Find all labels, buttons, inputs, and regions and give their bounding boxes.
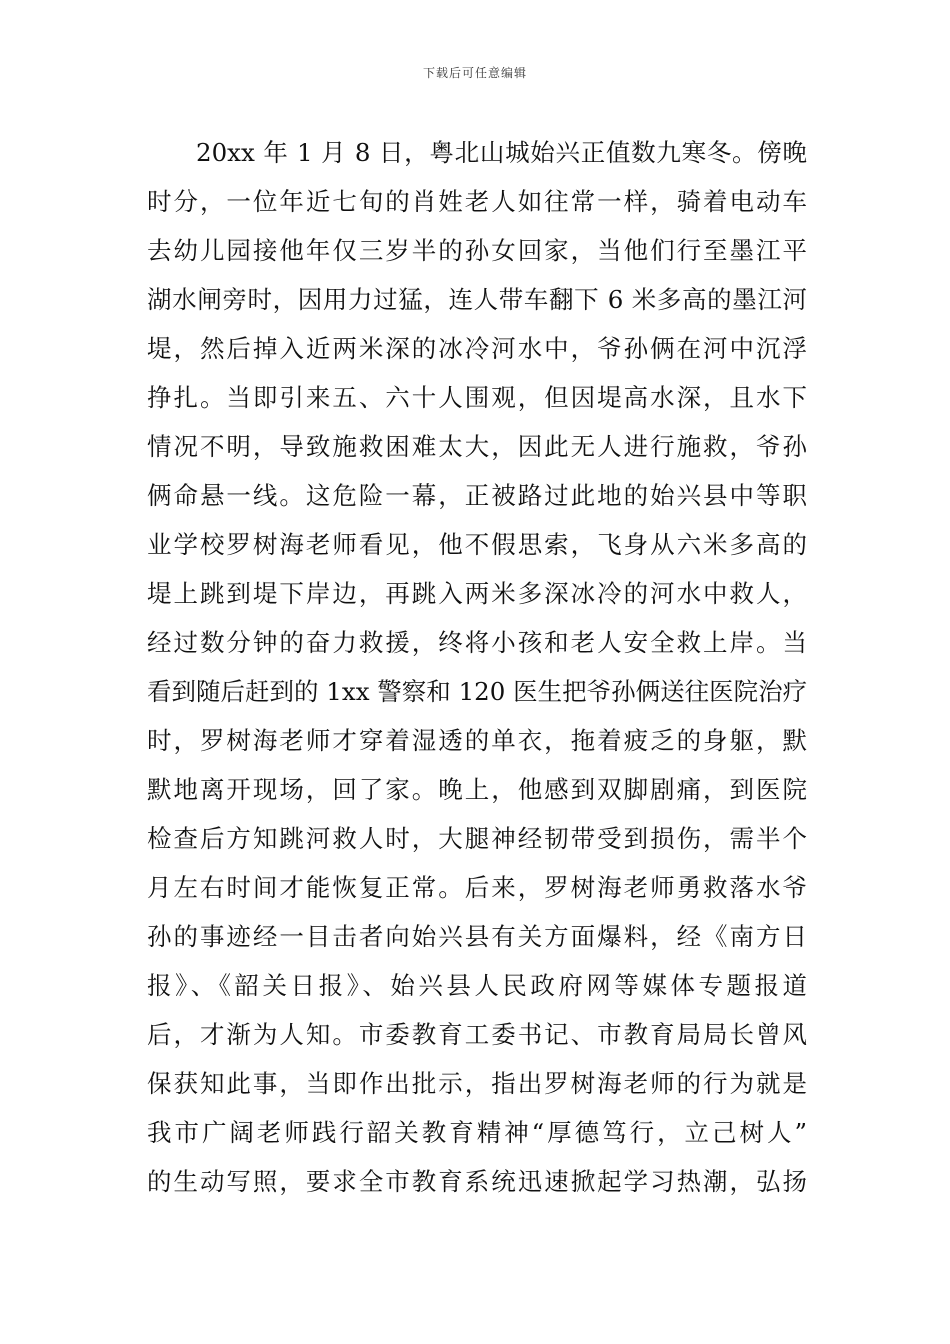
paragraph-line: 报》、《韶关日报》、始兴县人民政府网等媒体专题报道: [147, 971, 807, 1000]
paragraph-line: 堤，然后掉入近两米深的冰冷河水中，爷孙俩在河中沉浮: [147, 334, 807, 363]
paragraph-line: 我市广阔老师践行韶关教育精神“厚德笃行，立己树人”: [147, 1118, 807, 1147]
page-header: 下载后可任意编辑: [422, 66, 527, 80]
paragraph-line: 堤上跳到堤下岸边，再跳入两米多深冰冷的河水中救人，: [147, 579, 807, 608]
paragraph-line: 20xx 年 1 月 8 日，粤北山城始兴正值数九寒冬。傍晚: [196, 138, 807, 167]
paragraph-line: 时，罗树海老师才穿着湿透的单衣，拖着疲乏的身躯，默: [147, 726, 807, 755]
paragraph-line: 业学校罗树海老师看见，他不假思索，飞身从六米多高的: [147, 530, 807, 559]
paragraph-line: 的生动写照，要求全市教育系统迅速掀起学习热潮，弘扬: [147, 1167, 807, 1196]
paragraph-line: 湖水闸旁时，因用力过猛，连人带车翻下 6 米多高的墨江河: [147, 285, 807, 314]
paragraph-line: 月左右时间才能恢复正常。后来，罗树海老师勇救落水爷: [147, 873, 807, 902]
paragraph-line: 孙的事迹经一目击者向始兴县有关方面爆料，经《南方日: [147, 922, 807, 951]
paragraph-line: 后，才渐为人知。市委教育工委书记、市教育局局长曾风: [147, 1020, 807, 1049]
paragraph-line: 保获知此事，当即作出批示，指出罗树海老师的行为就是: [147, 1069, 807, 1098]
paragraph-line: 默地离开现场，回了家。晚上，他感到双脚剧痛，到医院: [147, 775, 807, 804]
paragraph-line: 检查后方知跳河救人时，大腿神经韧带受到损伤，需半个: [147, 824, 807, 853]
paragraph-line: 去幼儿园接他年仅三岁半的孙女回家，当他们行至墨江平: [147, 236, 807, 265]
paragraph-line: 经过数分钟的奋力救援，终将小孩和老人安全救上岸。当: [147, 628, 807, 657]
paragraph-line: 时分，一位年近七旬的肖姓老人如往常一样，骑着电动车: [147, 187, 807, 216]
paragraph-line: 俩命悬一线。这危险一幕，正被路过此地的始兴县中等职: [147, 481, 807, 510]
paragraph-line: 看到随后赶到的 1xx 警察和 120 医生把爷孙俩送往医院治疗: [147, 677, 808, 706]
paragraph-line: 情况不明，导致施救困难太大，因此无人进行施救，爷孙: [147, 432, 807, 461]
paragraph-line: 挣扎。当即引来五、六十人围观，但因堤高水深，且水下: [147, 383, 807, 412]
